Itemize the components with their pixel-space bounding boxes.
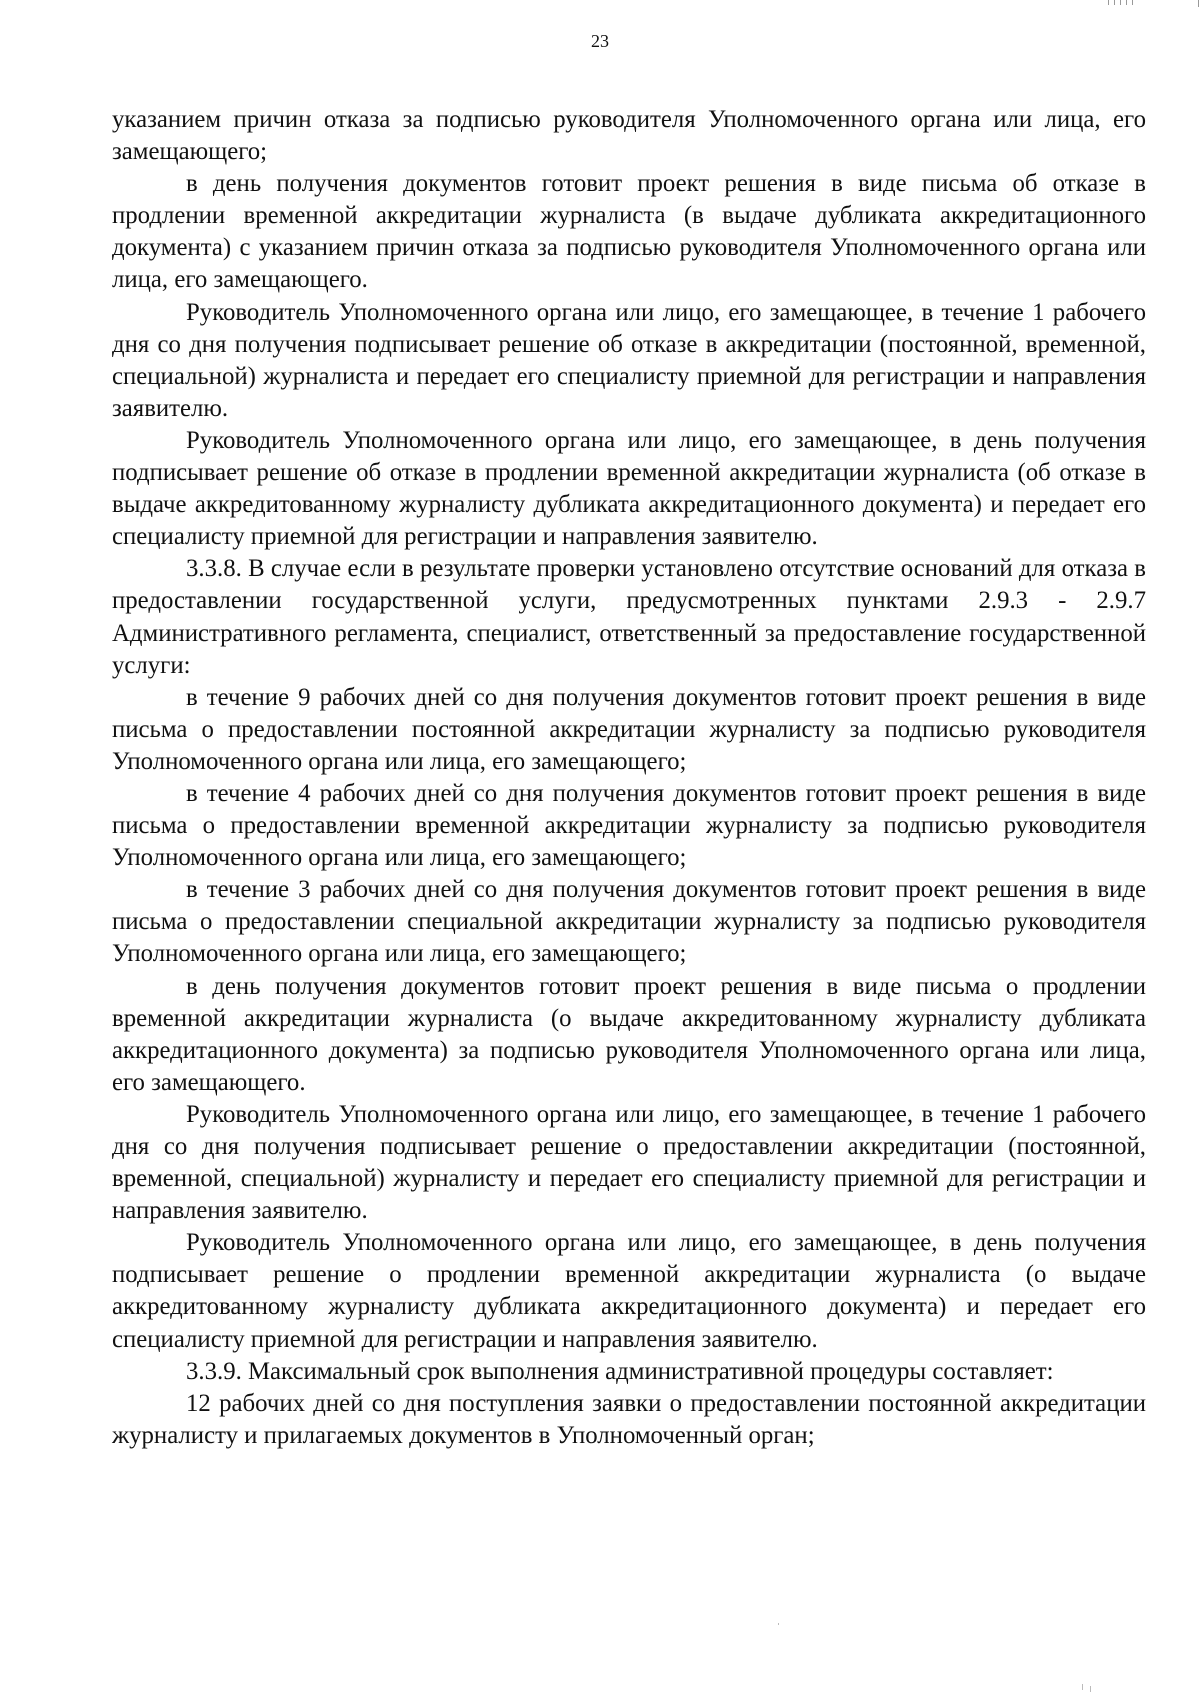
- paragraph: в течение 9 рабочих дней со дня получения документов готовит проект решения в виде письма о предоставлении постоянной аккредитации журналисту за подписью руководителя Уполномоченного органа или лица, его замещающего;: [112, 683, 1146, 775]
- paragraph-section-3-3-9: 3.3.9. Максимальный срок выполнения административной процедуры составляет:: [186, 1357, 1054, 1385]
- paragraph: в день получения документов готовит проект решения в виде письма об отказе в продлении временной аккредитации журналиста (в выдаче дубликата аккредитационного документа) с указанием причин отказа за подписью руководителя Уполномоченного органа или лица, его замещающего.: [112, 170, 1146, 294]
- scan-speck: [1090, 1686, 1091, 1692]
- paragraph: Руководитель Уполномоченного органа или лицо, его замещающее, в день получения подписывает решение об отказе в продлении временной аккредитации журналиста (об отказе в выдаче аккредитованному журналисту дубликата аккредитационного документа) и передает его специалисту приемной для регистрации и направления заявителю.: [112, 426, 1146, 551]
- paragraph-continuation: указанием причин отказа за подписью руководителя Уполномоченного органа или лица, его замещающего;: [112, 106, 1146, 166]
- scan-edge-mark: [1070, 0, 1200, 8]
- paragraph: в течение 3 рабочих дней со дня получения документов готовит проект решения в виде письма о предоставлении специальной аккредитации журналисту за подписью руководителя Уполномоченного органа или лица, его замещающего;: [112, 876, 1146, 968]
- paragraph: Руководитель Уполномоченного органа или лицо, его замещающее, в день получения подписывает решение о продлении временной аккредитации журналиста (о выдаче аккредитованному журналисту дубликата аккредитационного документа) и передает его специалисту приемной для регистрации и направления заявителю.: [112, 1229, 1146, 1353]
- paragraph: 12 рабочих дней со дня поступления заявки о предоставлении постоянной аккредитации журналисту и прилагаемых документов в Уполномоченный орган;: [112, 1389, 1146, 1449]
- document-body: [112, 104, 1146, 1452]
- paragraph: Руководитель Уполномоченного органа или лицо, его замещающее, в течение 1 рабочего дня со дня получения подписывает решение о предоставлении аккредитации (постоянной, временной, специальной) журналисту и передает его специалисту приемной для регистрации и направления заявителю.: [112, 1100, 1146, 1225]
- paragraph: в течение 4 рабочих дней со дня получения документов готовит проект решения в виде письма о предоставлении временной аккредитации журналисту за подписью руководителя Уполномоченного органа или лица, его замещающего;: [112, 779, 1146, 872]
- paragraph-section-3-3-8: 3.3.8. В случае если в результате проверки установлено отсутствие оснований для отказа в предоставлении государственной услуги, предусмотренных пунктами 2.9.3 - 2.9.7 Административного регламента, специалист, ответственный за предоставление государственной услуги:: [112, 555, 1146, 679]
- paragraph: Руководитель Уполномоченного органа или лицо, его замещающее, в течение 1 рабочего дня со дня получения подписывает решение об отказе в аккредитации (постоянной, временной, специальной) журналиста и передает его специалисту приемной для регистрации и направления заявителю.: [112, 298, 1146, 422]
- scan-speck: [778, 1623, 779, 1625]
- paragraph: в день получения документов готовит проект решения в виде письма о продлении временной аккредитации журналиста (о выдаче аккредитованному журналисту дубликата аккредитационного документа) за подписью руководителя Уполномоченного органа или лица, его замещающего.: [112, 972, 1146, 1096]
- page-number: 23: [591, 31, 609, 51]
- scan-speck: [1082, 1684, 1083, 1690]
